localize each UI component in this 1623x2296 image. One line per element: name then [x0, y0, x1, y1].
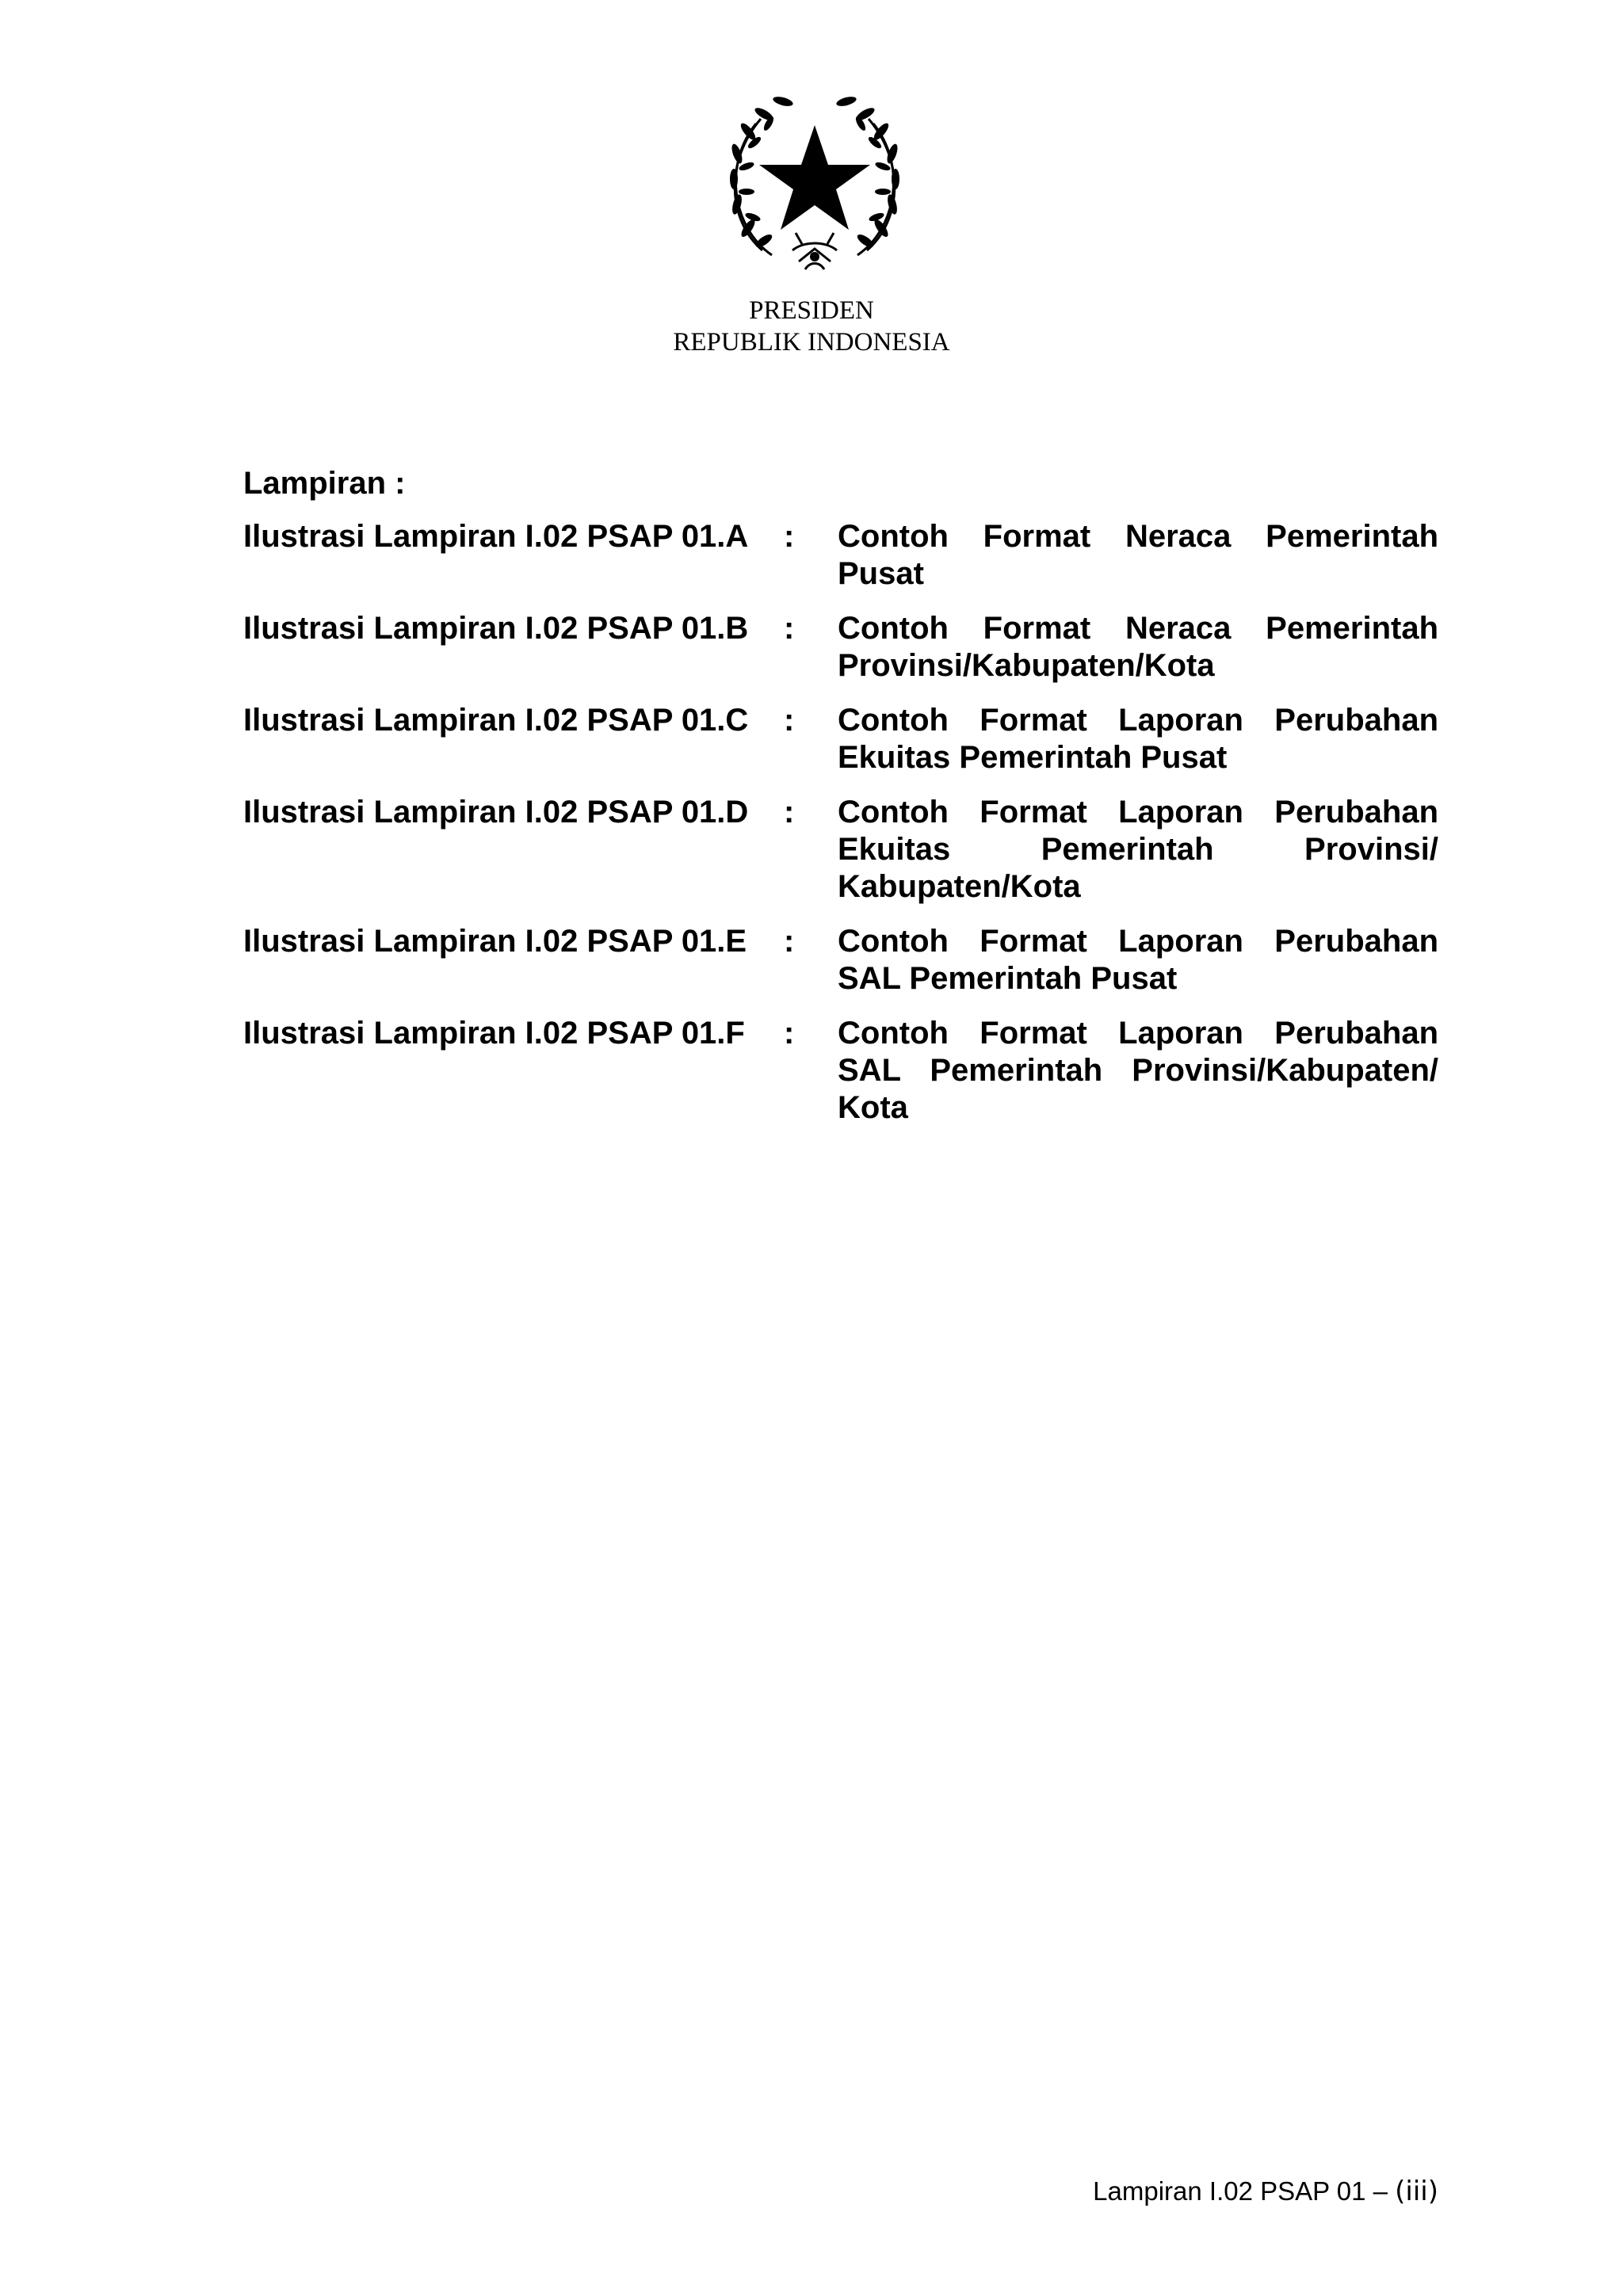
page-number: (iii) — [1395, 2176, 1438, 2207]
item-separator: : — [784, 1016, 795, 1051]
list-item — [243, 794, 1438, 906]
item-separator: : — [784, 795, 795, 830]
item-label: Ilustrasi Lampiran I.02 PSAP 01.F — [243, 1016, 745, 1051]
item-label: Ilustrasi Lampiran I.02 PSAP 01.E — [243, 924, 747, 959]
item-label: Ilustrasi Lampiran I.02 PSAP 01.B — [243, 611, 749, 646]
item-separator: : — [784, 519, 795, 554]
item-description: Contoh Format Neraca Pemerintah Pusat — [838, 519, 1438, 591]
list-item — [243, 610, 1438, 685]
attachment-heading: Lampiran : — [243, 466, 406, 501]
header-title-presiden: PRESIDEN — [749, 296, 874, 325]
item-label: Ilustrasi Lampiran I.02 PSAP 01.C — [243, 703, 749, 738]
list-item — [243, 518, 1438, 593]
item-description: Contoh Format Laporan Perubahan SAL Pemerintah Pusat — [838, 924, 1438, 996]
item-separator: : — [784, 924, 795, 959]
footer-text: Lampiran I.02 PSAP 01 – — [1093, 2176, 1396, 2206]
page-footer — [1093, 2176, 1438, 2207]
list-item — [243, 923, 1438, 997]
item-label: Ilustrasi Lampiran I.02 PSAP 01.D — [243, 795, 749, 830]
list-item — [243, 1015, 1438, 1127]
item-description: Contoh Format Laporan Perubahan Ekuitas Pemerintah Pusat — [838, 703, 1438, 775]
item-description: Contoh Format Neraca Pemerintah Provinsi/Kabupaten/Kota — [838, 611, 1438, 683]
presidential-emblem-icon — [716, 86, 913, 282]
item-label: Ilustrasi Lampiran I.02 PSAP 01.A — [243, 519, 749, 554]
item-description: Contoh Format Laporan Perubahan Ekuitas Pemerintah Provinsi/ Kabupaten/Kota — [838, 795, 1438, 904]
list-item — [243, 702, 1438, 776]
header-title-republik: REPUBLIK INDONESIA — [673, 328, 950, 357]
item-separator: : — [784, 611, 795, 646]
attachment-list — [243, 518, 1438, 1144]
item-description: Contoh Format Laporan Perubahan SAL Pemerintah Provinsi/Kabupaten/ Kota — [838, 1016, 1438, 1125]
item-separator: : — [784, 703, 795, 738]
